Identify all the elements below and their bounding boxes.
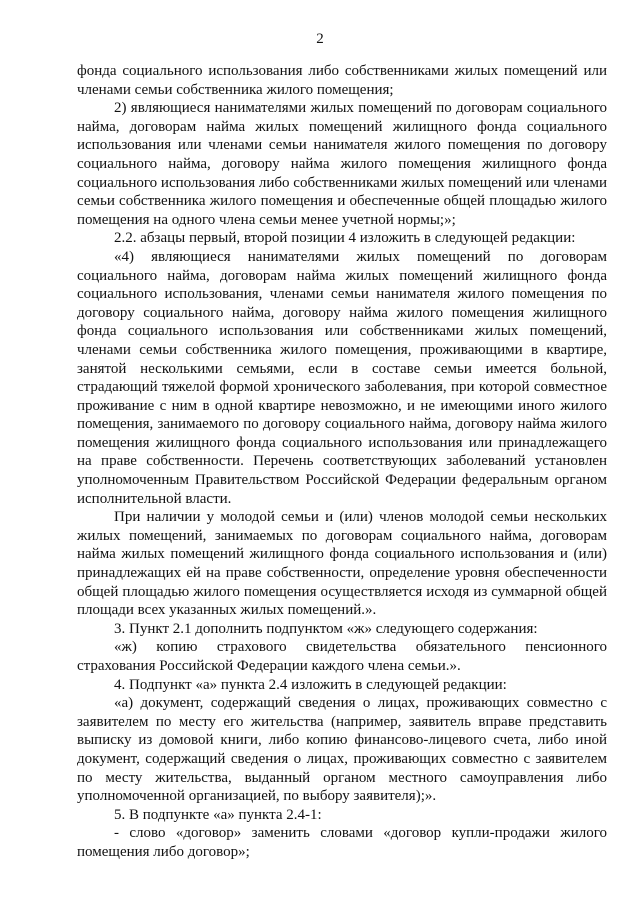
paragraph-item-4: «4) являющиеся нанимателями жилых помещений по договорам социального найма, договорам найма жилых помещений жилищного фонда социального использования, членами семьи нанимателя жилого помещения по договору социального найма, договору найма жилого помещения жилищного фонда социального использования или собственниками жилых помещений, членами семьи собственника жилого помещения, проживающими в квартире, занятой несколькими семьями, если в составе семьи имеется больной, страдающий тяжелой формой хронического заболевания, при которой совместное проживание с ним в одной квартире невозможно, и не имеющими иного жилого помещения, занимаемого по договору социального найма, договору найма жилого помещения жилищного фонда социального использования или принадлежащего на праве собственности. Перечень соответствующих заболеваний установлен уполномоченным Правительством Российской Федерации федеральным органом исполнительной власти. [77, 248, 607, 507]
paragraph-amendment-5: 5. В подпункте «а» пункта 2.4-1: [114, 806, 322, 823]
paragraph-continuation: фонда социального использования либо собственниками жилых помещений или членами семьи собственника жилого помещения; [77, 63, 607, 98]
page-number: 2 [316, 31, 324, 47]
paragraph-subitem-a: «а) документ, содержащий сведения о лицах, проживающих совместно с заявителем по месту его жительства (например, заявитель вправе представить выписку из домовой книги, либо копию финансово-лицевого счета, либо иной документ, содержащий сведения о лицах, проживающих совместно с заявителем по месту жительства, выданный органом местного самоуправления либо уполномоченной организацией, по выбору заявителя);». [77, 695, 607, 805]
paragraph-amendment-3: 3. Пункт 2.1 дополнить подпунктом «ж» следующего содержания: [114, 620, 538, 637]
paragraph-subitem-zh: «ж) копию страхового свидетельства обязательного пенсионного страхования Российской Федерации каждого члена семьи.». [77, 639, 607, 674]
document-body [77, 62, 607, 862]
paragraph-item-2: 2) являющиеся нанимателями жилых помещений по договорам социального найма, договорам найма жилых помещений жилищного фонда социального использования или членами семьи нанимателя жилого помещения по договору социального найма, договору найма жилого помещения жилищного фонда социального использования либо собственниками жилых помещений или членами семьи собственника жилого помещения и обеспеченные общей площадью жилого помещения на одного члена семьи менее учетной нормы;»; [77, 100, 607, 228]
paragraph-multiple-dwellings: При наличии у молодой семьи и (или) членов молодой семьи нескольких жилых помещений, занимаемых по договорам социального найма, договорам найма жилых помещений жилищного фонда социального использования и (или) принадлежащих ей на праве собственности, определение уровня обеспеченности общей площадью жилого помещения осуществляется исходя из суммарной общей площади всех указанных жилых помещений.». [77, 509, 607, 619]
paragraph-amendment-4: 4. Подпункт «а» пункта 2.4 изложить в следующей редакции: [114, 676, 507, 693]
paragraph-word-replacement: - слово «договор» заменить словами «договор купли-продажи жилого помещения либо договор»; [77, 825, 607, 860]
paragraph-amendment-2-2: 2.2. абзацы первый, второй позиции 4 изложить в следующей редакции: [114, 230, 576, 247]
